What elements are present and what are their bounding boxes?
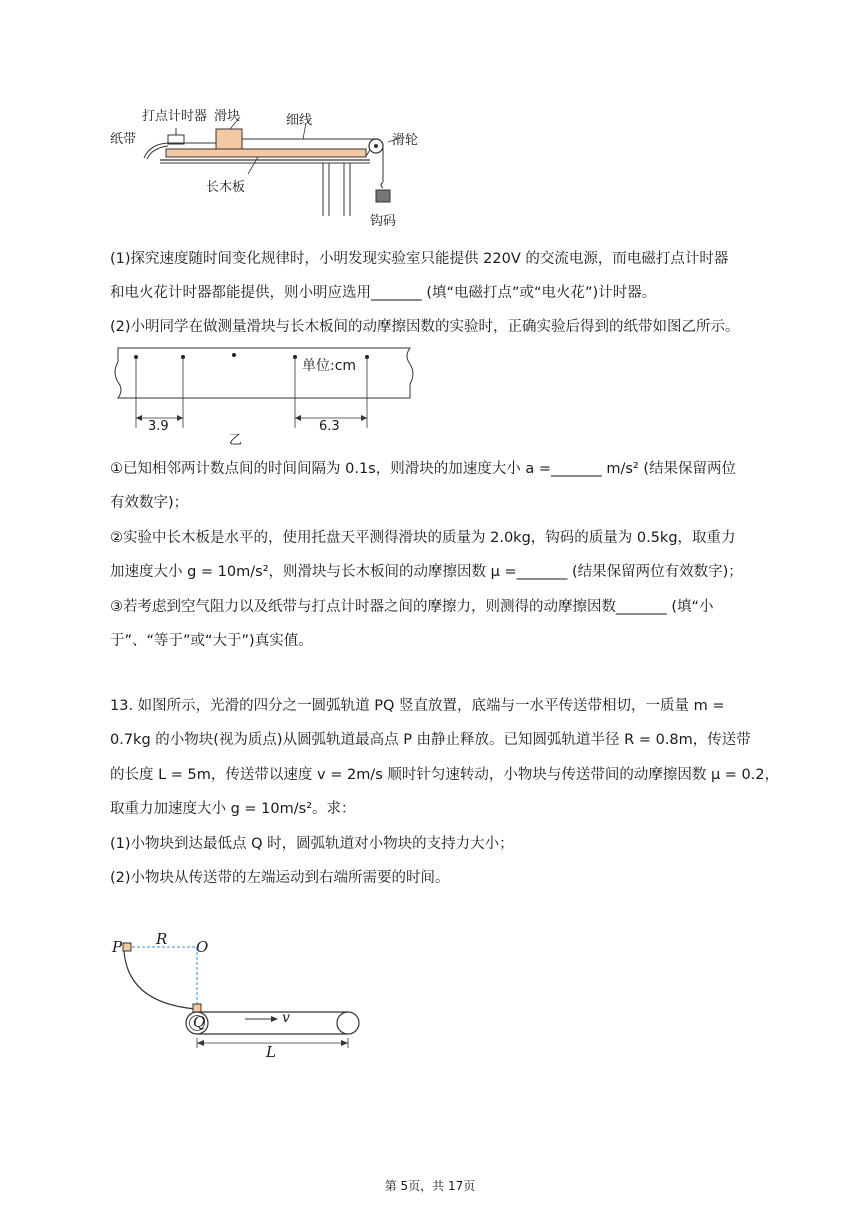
arc-track [124,951,196,1009]
long-board [166,149,366,157]
q12-sub2-line1: ②实验中长木板是水平的，使用托盘天平测得滑块的质量为 2.0kg，钩码的质量为 0.5kg，取重力 [110,530,736,546]
length-label: L [266,1043,276,1061]
q13-line2: 0.7kg 的小物块(视为质点)从圆弧轨道最高点 P 由静止释放。已知圆弧轨道半径 R = 0.8m，传送带 [110,732,751,748]
block-q [193,1004,201,1012]
q12-sub3-line1: ③若考虑到空气阻力以及纸带与打点计时器之间的摩擦力，则测得的动摩擦因数_______ (填“小 [110,599,714,615]
point-q-label: Q [193,1013,206,1031]
tape-unit: 单位:cm [302,358,357,374]
q12-sub1-line1: ①已知相邻两计数点间的时间间隔为 0.1s，则滑块的加速度大小 a =_______ m/s² (结果保留两位 [110,461,736,477]
velocity-label: v [282,1010,290,1026]
label-board: 长木板 [206,180,246,195]
figure-belt [108,925,368,1060]
label-pulley: 滑轮 [392,133,419,148]
q12-part1-line2: 和电火花计时器都能提供，则小明应选用_______ (填“电磁打点”或“电火花”)计时器。 [110,285,657,301]
q13-line3: 的长度 L = 5m，传送带以速度 v = 2m/s 顺时针匀速转动，小物块与传送带间的动摩擦因数 μ = 0.2， [110,767,780,783]
block-p [123,943,131,951]
q13-question2: (2)小物块从传送带的左端运动到右端所需要的时间。 [110,870,450,886]
roller-right [337,1012,359,1034]
q12-sub1-line2: 有效数字)； [110,495,189,511]
weight-icon [376,190,390,202]
label-slider: 滑块 [214,109,241,124]
q12-sub3-line2: 于”、“等于”或“大于”)真实值。 [110,633,313,649]
q12-sub2-line2: 加速度大小 g = 10m/s²，则滑块与长木板间的动摩擦因数 μ =_______ (结果保留两位有效数字)； [110,564,743,580]
point-o-label: O [196,938,209,956]
q13-question1: (1)小物块到达最低点 Q 时，圆弧轨道对小物块的支持力大小； [110,836,514,852]
radius-label: R [156,930,168,948]
tape-d1: 3.9 [148,419,169,434]
q12-part2-line1: (2)小明同学在做测量滑块与长木板间的动摩擦因数的实验时，正确实验后得到的纸带如图乙所示。 [110,319,740,335]
label-tape: 纸带 [110,132,137,147]
q12-part1-line1: (1)探究速度随时间变化规律时，小明发现实验室只能提供 220V 的交流电源，而电磁打点计时器 [110,251,729,267]
label-string: 细线 [286,113,313,128]
label-timer: 打点计时器 [142,109,208,124]
tape-d2: 6.3 [319,419,340,434]
point-p-label: P [112,938,123,956]
q13-line1: 13. 如图所示，光滑的四分之一圆弧轨道 PQ 竖直放置，底端与一水平传送带相切，一质量 m = [110,698,725,714]
tape-dot [232,353,236,357]
label-weight: 钩码 [370,214,397,229]
q13-line4: 取重力加速度大小 g = 10m/s²。求： [110,801,356,817]
caption-yi: 乙 [229,433,243,448]
slider-block [216,129,242,149]
page-footer: 第 5页，共 17页 [384,1179,476,1193]
